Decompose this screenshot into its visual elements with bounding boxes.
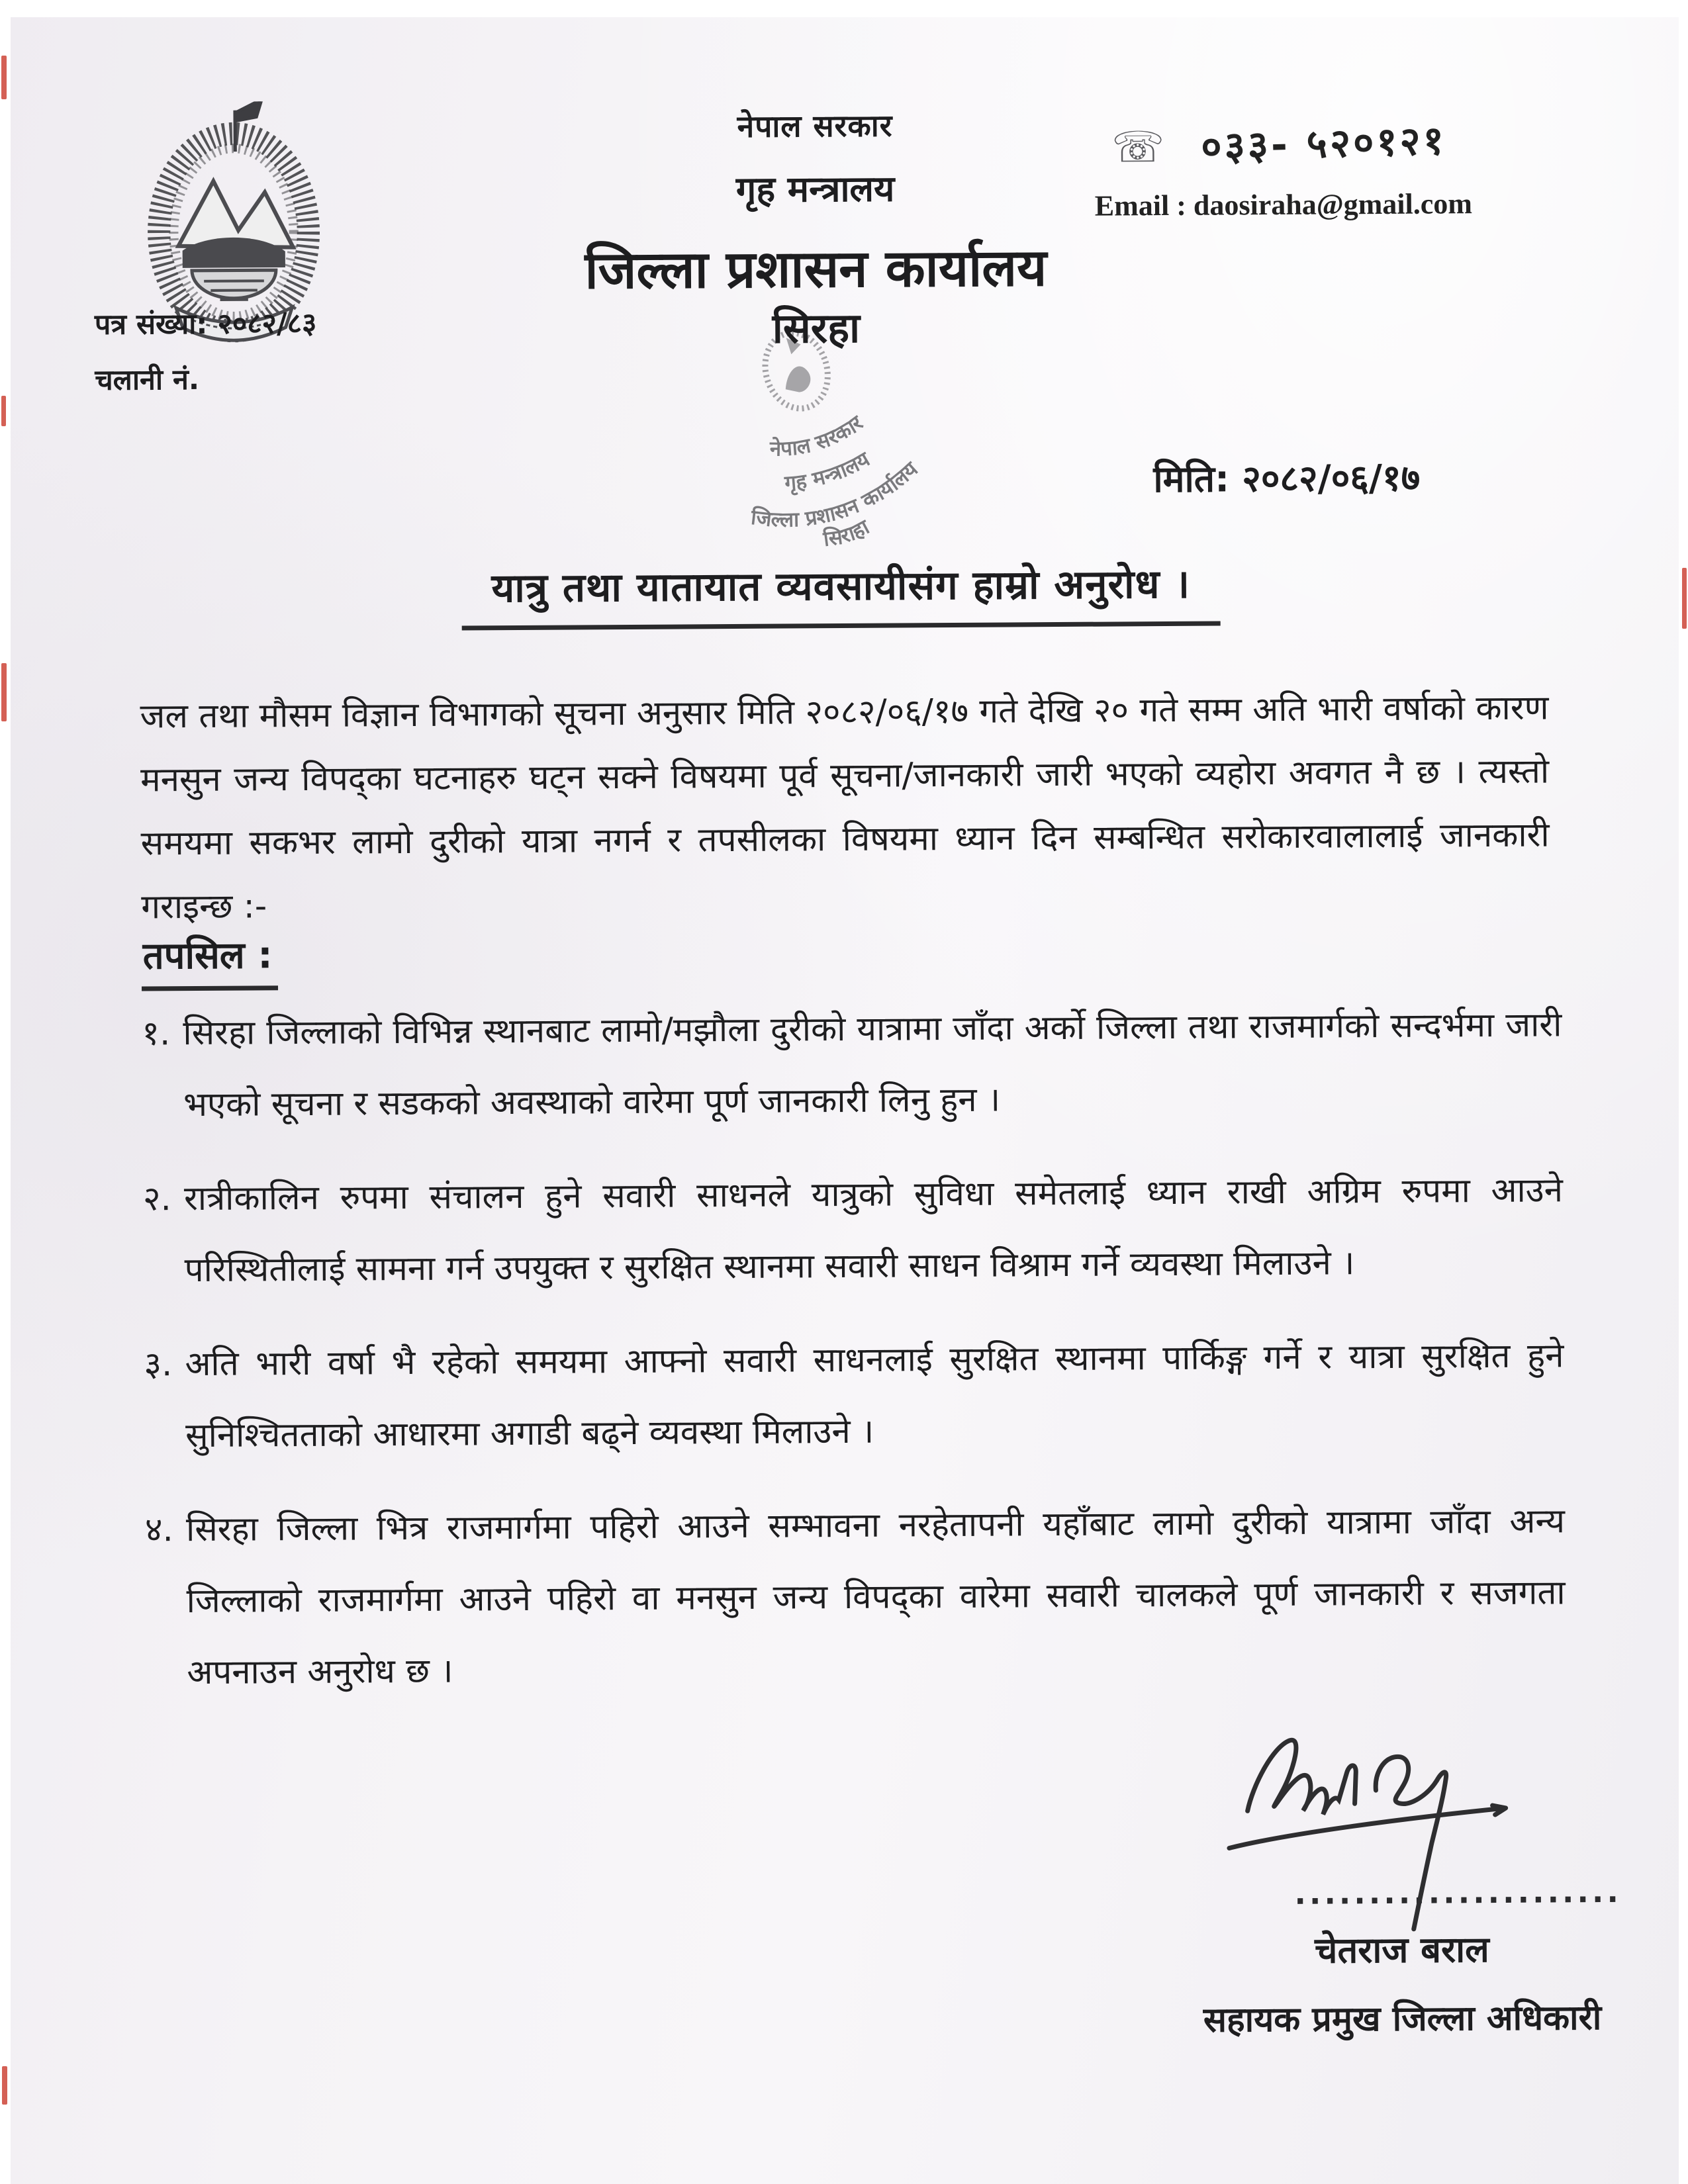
stamp-text-government: नेपाल सरकार <box>769 411 868 461</box>
stamp-text-ministry: गृह मन्त्रालय <box>783 447 874 496</box>
letterhead <box>517 103 1114 303</box>
signature-scribble <box>1209 1709 1554 1950</box>
telephone-icon: ☏ <box>1111 122 1165 173</box>
list-item <box>144 1320 1564 1472</box>
email-label: Email : <box>1094 189 1187 222</box>
list-item <box>143 1155 1564 1306</box>
list-item-number: ३. <box>144 1345 173 1385</box>
emblem-globe <box>192 270 276 298</box>
letter-number: पत्र संख्या: २०८२/८३ <box>94 306 317 341</box>
dispatch-number: चलानी नं. <box>95 363 200 397</box>
list-item <box>145 1486 1566 1709</box>
list-item-number: १. <box>142 1014 171 1054</box>
subject-title: यात्रु तथा यातायात व्यवसायीसंग हाम्रो अनुरोध । <box>461 555 1220 631</box>
email-line <box>1095 187 1472 222</box>
email-address: daosiraha@gmail.com <box>1193 187 1473 222</box>
office-name: जिल्ला प्रशासन कार्यालय <box>585 238 1047 301</box>
phone-line <box>1111 114 1446 172</box>
list-item-text: अति भारी वर्षा भै रहेको समयमा आफ्नो सवारी साधनलाई सुरक्षित स्थानमा पार्किङ्ग गर्ने र यात्रा सुरक्षित हुने सुनिश्चितताको आधारमा अगाडी बढ्ने व्यवस्था मिलाउने । <box>185 1336 1564 1456</box>
district-name: सिरहा <box>772 303 861 353</box>
list-item-text: रात्रीकालिन रुपमा संचालन हुने सवारी साधनले यात्रुको सुविधा समेतलाई ध्यान राखी अग्रिम रुपमा आउने परिस्थितीलाई सामना गर्न उपयुक्त र सुरक्षित स्थानमा सवारी साधन विश्राम गर्ने व्यवस्था मिलाउने । <box>183 1171 1564 1291</box>
details-heading: तपसिल : <box>141 929 278 991</box>
intro-paragraph: जल तथा मौसम विज्ञान विभागको सूचना अनुसार मिति २०८२/०६/१७ गते देखि २० गते सम्म अति भारी वर्षाको कारण मनसुन जन्य विपद्का घटनाहरु घट्न सक्ने विषयमा पूर्व सूचना/जानकारी जारी भएको व्यहोरा अवगत नै छ । त्यस्तो समयमा सकभर लामो दुरीको यात्रा नगर्न र तपसीलका विषयमा ध्यान दिन सम्बन्धित सरोकारवालालाई जानकारी गराइन्छ :- <box>140 688 1550 927</box>
signatory-position: सहायक प्रमुख जिल्ला अधिकारी <box>1203 1998 1602 2040</box>
ministry-name: गृह मन्त्रालय <box>735 167 895 210</box>
signatory-name: चेतराज बराल <box>1314 1929 1489 1972</box>
list-item-text: सिरहा जिल्ला भित्र राजमार्गमा पहिरो आउने सम्भावना नरहेतापनी यहाँबाट लामो दुरीको यात्रामा जाँदा अन्य जिल्लाको राजमार्गमा आउने पहिरो वा मनसुन जन्य विपद्का वारेमा सवारी चालकले पूर्ण जानकारी र सजगता अपनाउन अनुरोध छ । <box>185 1502 1566 1693</box>
details-list <box>142 989 1566 1731</box>
government-name: नेपाल सरकार <box>737 107 893 144</box>
letter-date: मिति: २०८२/०६/१७ <box>1153 456 1421 501</box>
list-item-number: २. <box>142 1179 171 1219</box>
signature-line-dots: ...................... <box>1294 1873 1622 1911</box>
phone-number: ०३३- ५२०१२१ <box>1200 117 1447 171</box>
stamp-text-office: जिल्ला प्रशासन कार्यालय <box>749 457 923 532</box>
list-item-text: सिरहा जिल्लाको विभिन्न स्थानबाट लामो/मझौला दुरीको यात्रामा जाँदा अर्को जिल्ला तथा राजमार्गको सन्दर्भमा जारी भएको सूचना र सडकको अवस्थाको वारेमा पूर्ण जानकारी लिनु हुन । <box>183 1005 1562 1125</box>
stamp-text-district: सिराहा <box>821 515 874 552</box>
list-item-number: ४. <box>144 1510 173 1550</box>
list-item <box>142 989 1562 1141</box>
